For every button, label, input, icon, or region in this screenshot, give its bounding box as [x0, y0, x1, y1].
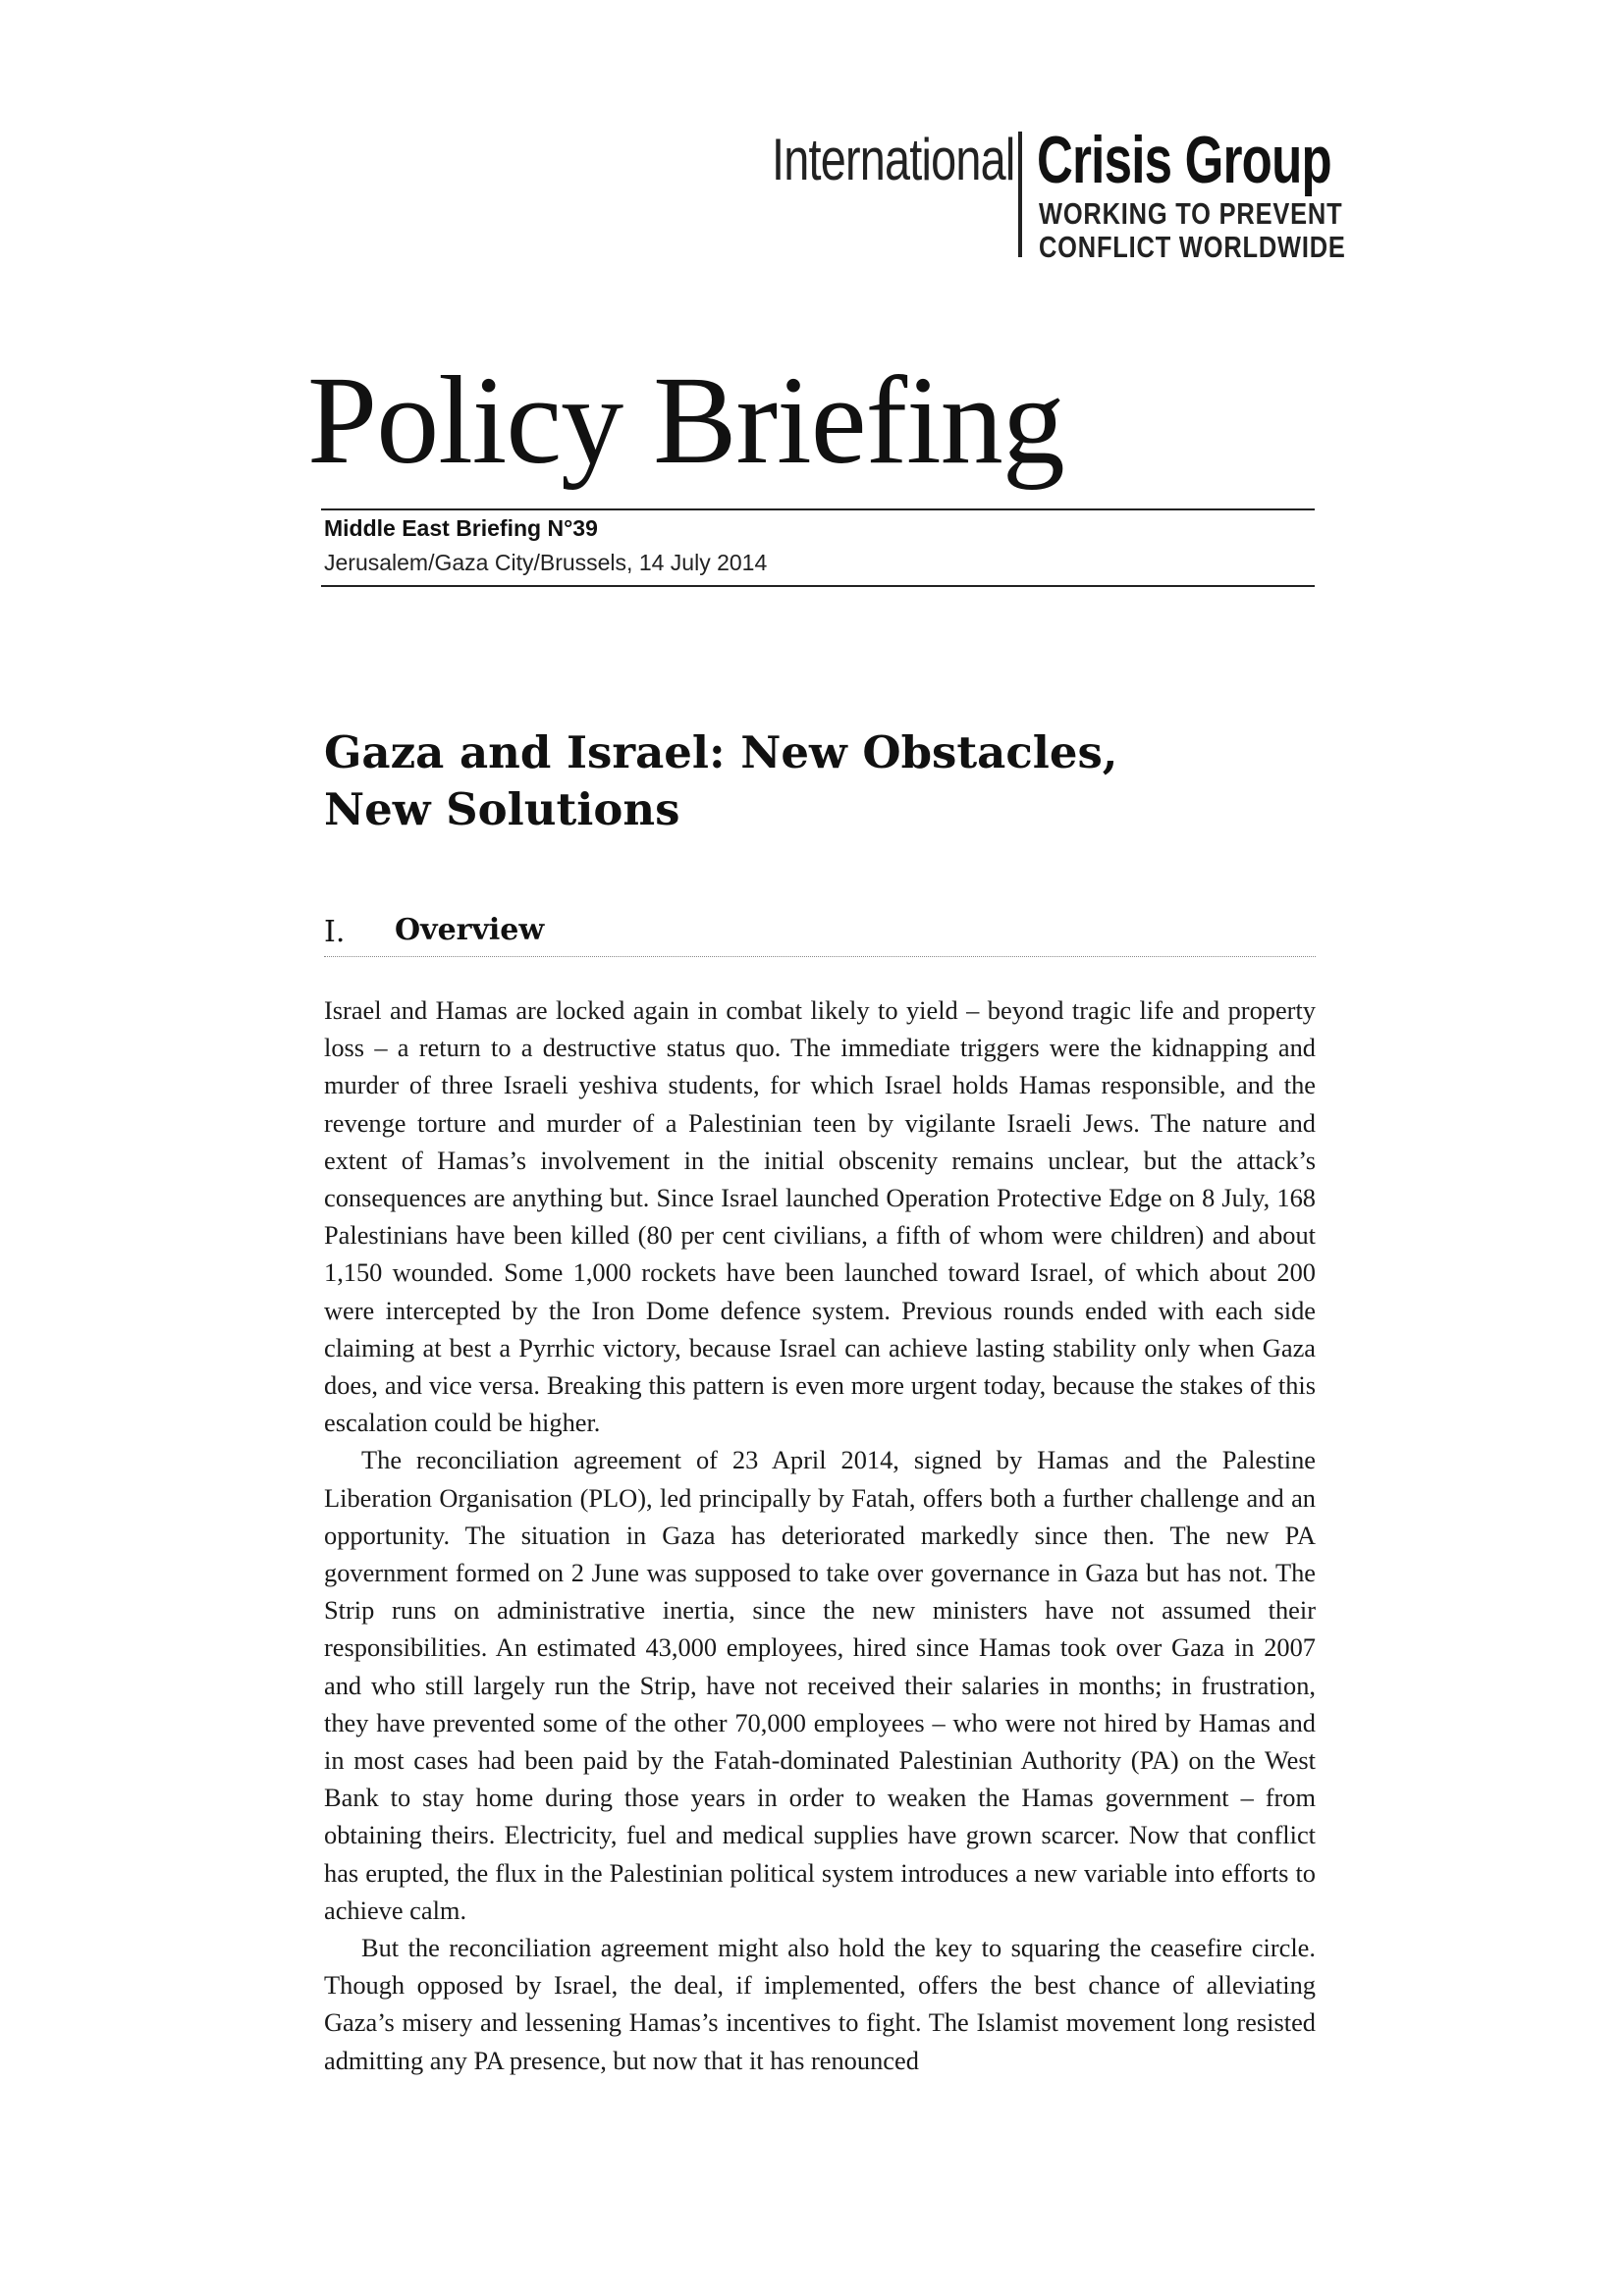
section-heading [324, 915, 1316, 957]
logo-word-crisis-group: Crisis Group [1037, 123, 1331, 197]
section-number: I. [324, 915, 346, 949]
document-title-line1: Gaza and Israel: New Obstacles, [324, 726, 1118, 778]
logo-tagline-line2: CONFLICT WORLDWIDE [1039, 230, 1346, 264]
publication-type-title: Policy Briefing [307, 350, 1064, 490]
document-title-line2: New Solutions [324, 783, 680, 835]
document-title [324, 724, 1316, 838]
body-paragraph: The reconciliation agreement of 23 April 2014, signed by Hamas and the Palestine Liberation Organisation (PLO), led principally by Fatah, offers both a further challenge and an opportunity. The situation in Gaza has deteriorated markedly since then. The new PA government formed on 2 June was supposed to take over governance in Gaza but has not. The Strip runs on administrative inertia, since the new ministers have not assumed their responsibilities. An estimated 43,000 employees, hired since Hamas took over Gaza in 2007 and who still largely run the Strip, have not received their salaries in months; in frustration, they have prevented some of the other 70,000 employees – who were not hired by Hamas and in most cases had been paid by the Fatah-dominated Palestinian Authority (PA) on the West Bank to stay home during those years in order to weaken the Hamas government – from obtaining theirs. Electricity, fuel and medical supplies have grown scarcer. Now that conflict has erupted, the flux in the Palestinian political system introduces a new variable into efforts to achieve calm. [324, 1445, 1316, 1925]
body-paragraph: But the reconciliation agreement might also hold the key to squaring the ceasefire circle. Though opposed by Israel, the deal, if implemented, offers the best chance of alleviating Gaza’s misery and lessening Hamas’s incentives to fight. The Islamist movement long resisted admitting any PA presence, but now that it has renounced [324, 1933, 1316, 2075]
body-paragraph: Israel and Hamas are locked again in combat likely to yield – beyond tragic life and property loss – a return to a destructive status quo. The immediate triggers were the kidnapping and murder of three Israeli yeshiva students, for which Israel holds Hamas responsible, and the revenge torture and murder of a Palestinian teen by vigilante Israeli Jews. The nature and extent of Hamas’s involvement in the initial obscenity remains unclear, but the attack’s consequences are anything but. Since Israel launched Operation Protective Edge on 8 July, 168 Palestinians have been killed (80 per cent civilians, a fifth of whom were children) and about 1,150 wounded. Some 1,000 rockets have been launched toward Israel, of which about 200 were intercepted by the Iron Dome defence system. Previous rounds ended with each side claiming at best a Pyrrhic victory, because Israel can achieve lasting stability only when Gaza does, and vice versa. Breaking this pattern is even more urgent today, because the stakes of this escalation could be higher. [324, 995, 1316, 1438]
logo-divider [1018, 132, 1022, 257]
briefing-series-number: Middle East Briefing N°39 [324, 515, 598, 541]
logo-word-international: International [772, 127, 1015, 192]
logo-tagline-line1: WORKING TO PREVENT [1039, 196, 1343, 231]
briefing-dateline: Jerusalem/Gaza City/Brussels, 14 July 2014 [324, 550, 768, 575]
header-bottom-rule [321, 585, 1315, 587]
section-title: Overview [395, 913, 545, 947]
header-top-rule [321, 508, 1315, 510]
section-body [324, 991, 1316, 2079]
